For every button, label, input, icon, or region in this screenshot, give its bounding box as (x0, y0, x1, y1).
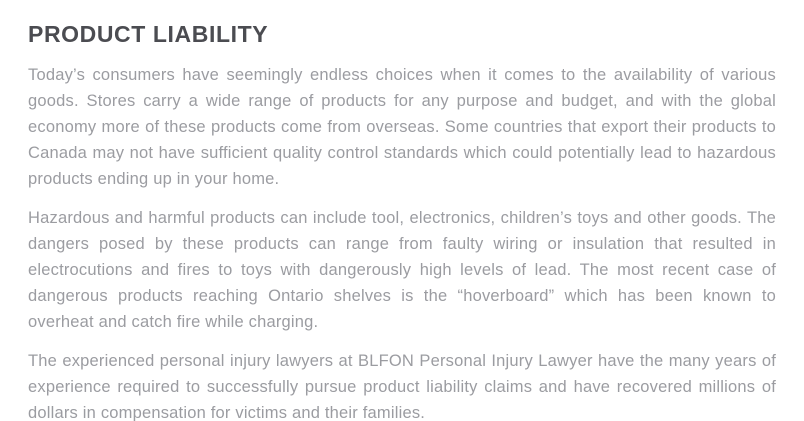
paragraph-lawyers-experience: The experienced personal injury lawyers at BLFON Personal Injury Lawyer have the many years of experience required to successfully pursue product liability claims and have recovered millions of dollars in compensation for victims and their families. (28, 351, 776, 421)
page-title: PRODUCT LIABILITY (28, 21, 269, 47)
paragraph-consumer-choices: Today’s consumers have seemingly endless choices when it comes to the availability of various goods. Stores carry a wide range of products for any purpose and budget, and with the global economy more of these products come from overseas. Some countries that export their products to Canada may not have sufficient quality control standards which could potentially lead to hazardous products ending up in your home. (28, 65, 776, 188)
paragraph-hazardous-products: Hazardous and harmful products can include tool, electronics, children’s toys and other goods. The dangers posed by these products can range from faulty wiring or insulation that resulted in electrocutions and fires to toys with dangerously high levels of lead. The most recent case of dangerous products reaching Ontario shelves is the “hoverboard” which has been known to overheat and catch fire while charging. (28, 208, 776, 331)
